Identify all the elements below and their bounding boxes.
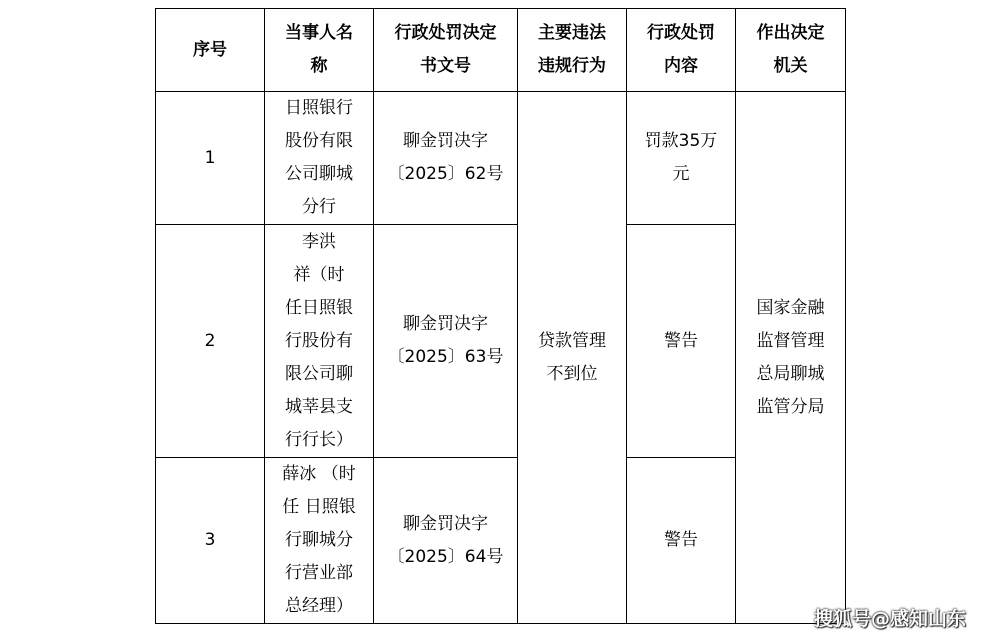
- cell-authority: 国家金融 监督管理 总局聊城 监管分局: [736, 92, 846, 624]
- cell-serial: 2: [156, 225, 265, 458]
- header-penalty-content: 行政处罚 内容: [627, 9, 736, 92]
- cell-decision-number: 聊金罚决字 〔2025〕62号: [374, 92, 518, 225]
- cell-decision-number: 聊金罚决字 〔2025〕63号: [374, 225, 518, 458]
- cell-serial: 3: [156, 458, 265, 624]
- table-header-row: [156, 9, 846, 92]
- cell-penalty: 警告: [627, 458, 736, 624]
- cell-serial: 1: [156, 92, 265, 225]
- cell-violation: 贷款管理 不到位: [518, 92, 627, 624]
- header-serial: 序号: [156, 9, 265, 92]
- cell-decision-number: 聊金罚决字 〔2025〕64号: [374, 458, 518, 624]
- header-authority: 作出决定 机关: [736, 9, 846, 92]
- cell-party: 日照银行 股份有限 公司聊城 分行: [265, 92, 374, 225]
- table-row: [156, 92, 846, 225]
- cell-party: 李洪 祥（时 任日照银 行股份有 限公司聊 城莘县支 行行长）: [265, 225, 374, 458]
- header-violation: 主要违法 违规行为: [518, 9, 627, 92]
- penalty-table: [155, 8, 846, 624]
- cell-penalty: 罚款35万 元: [627, 92, 736, 225]
- header-decision-number: 行政处罚决定 书文号: [374, 9, 518, 92]
- watermark-text: 搜狐号@感知山东: [814, 608, 967, 630]
- header-party-name: 当事人名 称: [265, 9, 374, 92]
- cell-penalty: 警告: [627, 225, 736, 458]
- cell-party: 薛冰 （时 任 日照银 行聊城分 行营业部 总经理）: [265, 458, 374, 624]
